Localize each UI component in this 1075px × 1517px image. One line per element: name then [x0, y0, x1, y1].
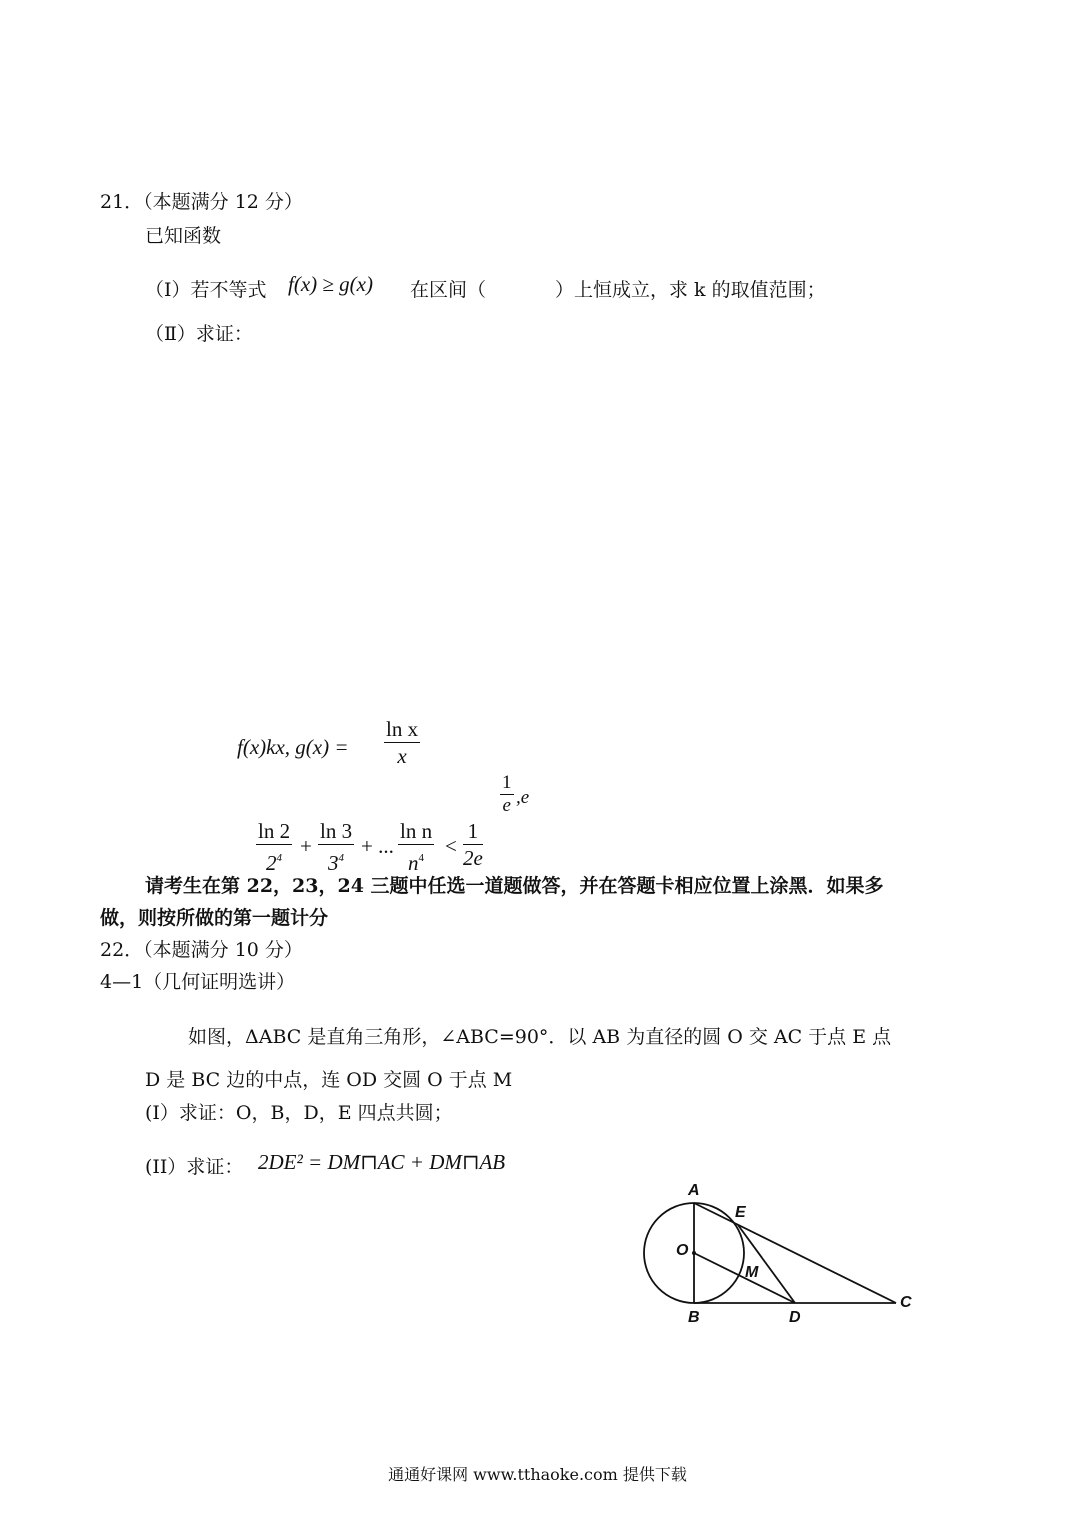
interval-tail: ,e — [516, 787, 530, 808]
q21-given: 已知函数 — [145, 225, 222, 247]
ineq-term1-num: ln 2 — [258, 819, 291, 843]
label-d: D — [789, 1309, 801, 1326]
q22-part2-formula: 2DE² = DM⊓AC + DM⊓AB — [258, 1150, 506, 1174]
ineq-termn-den: n — [408, 851, 419, 875]
ineq-lt: < — [445, 834, 457, 858]
ineq-rhs-num: 1 — [467, 819, 479, 843]
ineq-termn-num: ln n — [400, 819, 433, 843]
q22-statement-2: D 是 BC 边的中点，连 OD 交圆 O 于点 M — [145, 1069, 513, 1091]
q22-header: 22．（本题满分 10 分） — [100, 939, 303, 961]
ineq-term2-num: ln 3 — [320, 819, 353, 843]
segment-ac — [694, 1203, 896, 1303]
ineq-termn-exp: 4 — [418, 852, 425, 864]
func-denominator: x — [397, 744, 407, 768]
q21-header: 21．（本题满分 12 分） — [100, 191, 303, 213]
q21-part1-prefix: （I）若不等式 — [145, 279, 267, 301]
interval-numerator: 1 — [502, 772, 512, 793]
interval-denominator: e — [502, 795, 511, 816]
ineq-plus-1: + — [300, 834, 312, 858]
q22-part1: (I）求证：O，B，D，E 四点共圆； — [145, 1102, 453, 1124]
q22-section: 4—1（几何证明选讲） — [100, 971, 296, 993]
q21-part1-formula: f(x) ≥ g(x) — [288, 272, 373, 296]
label-o: O — [676, 1242, 689, 1259]
notice-line2: 做，则按所做的第一题计分 — [100, 907, 329, 929]
page-footer: 通通好课网 www.tthaoke.com 提供下载 — [388, 1465, 687, 1484]
func-lhs: f(x)kx, g(x) = — [237, 735, 349, 759]
q22-part2-prefix: (II）求证： — [145, 1156, 244, 1178]
q21-part2: （Ⅱ）求证： — [145, 323, 253, 345]
notice-line1: 请考生在第 22，23，24 三题中任选一道题做答，并在答题卡相应位置上涂黑．如果多 — [145, 875, 884, 897]
label-e: E — [735, 1204, 746, 1221]
q22-statement-1: 如图，ΔABC 是直角三角形，∠ABC=90°．以 AB 为直径的圆 O 交 AC 于点 E 点 — [188, 1026, 892, 1048]
ineq-dots: + ... — [361, 834, 394, 858]
ineq-rhs-den: 2e — [463, 846, 483, 870]
q21-part1-suffix: ）上恒成立，求 k 的取值范围； — [555, 279, 826, 301]
ineq-term2-exp: 4 — [338, 852, 345, 864]
label-a: A — [688, 1182, 700, 1199]
label-b: B — [688, 1309, 700, 1326]
label-m: M — [745, 1264, 759, 1281]
ineq-term1-den: 2 — [266, 851, 277, 875]
ineq-term1-exp: 4 — [276, 852, 283, 864]
ineq-term2-den: 3 — [328, 851, 339, 875]
point-o — [692, 1251, 696, 1255]
q21-part1-middle: 在区间（ — [410, 279, 487, 301]
label-c: C — [900, 1294, 912, 1311]
func-numerator: ln x — [386, 717, 419, 741]
